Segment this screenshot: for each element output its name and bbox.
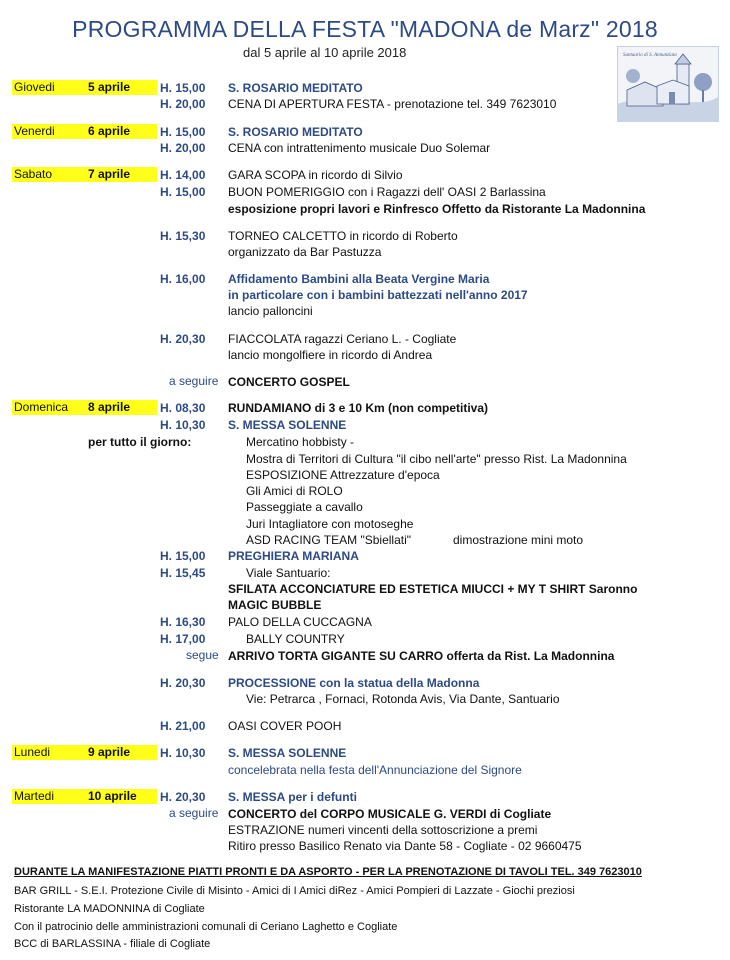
event-hour: H. 20,30 xyxy=(160,676,206,690)
event-text: Vie: Petrarca , Fornaci, Rotonda Avis, Via Dante, Santuario xyxy=(246,692,560,706)
event-hour: segue xyxy=(186,648,219,662)
event-hour: H. 15,45 xyxy=(160,566,206,580)
event-hour: H. 17,00 xyxy=(160,632,206,646)
list-item: Passeggiate a cavallo xyxy=(246,500,363,514)
event-text: S. MESSA SOLENNE xyxy=(228,418,347,432)
event-text: GARA SCOPA in ricordo di Silvio xyxy=(228,168,403,182)
event-text: TORNEO CALCETTO in ricordo di Roberto xyxy=(228,229,458,243)
event-text: S. ROSARIO MEDITATO xyxy=(228,81,363,95)
event-hour: H. 08,30 xyxy=(160,401,206,415)
event-text: MAGIC BUBBLE xyxy=(228,598,322,612)
list-item: ESPOSIZIONE Attrezzature d'epoca xyxy=(246,468,440,482)
event-text: PREGHIERA MARIANA xyxy=(228,549,359,563)
event-text: organizzato da Bar Pastuzza xyxy=(228,245,382,259)
event-hour: a seguire xyxy=(169,806,219,820)
page-title: PROGRAMMA DELLA FESTA "MADONA de Marz" 2018 xyxy=(72,16,658,42)
event-text: RUNDAMIANO di 3 e 10 Km (non competitiva) xyxy=(228,401,489,415)
event-text: concelebrata nella festa dell'Annunciazione del Signore xyxy=(228,763,522,777)
footer-line: Con il patrocinio delle amministrazioni comunali di Ceriano Laghetto e Cogliate xyxy=(14,921,398,933)
date-range: dal 5 aprile al 10 aprile 2018 xyxy=(243,45,407,60)
day-date: 7 aprile xyxy=(88,167,131,181)
event-hour: H. 14,00 xyxy=(160,168,206,182)
event-text: lancio palloncini xyxy=(228,304,313,318)
event-hour: H. 16,00 xyxy=(160,272,206,286)
list-item: Mostra di Territori di Cultura "il cibo nell'arte" presso Rist. La Madonnina xyxy=(246,452,627,466)
event-text: S. MESSA SOLENNE xyxy=(228,746,347,760)
day-date: 6 aprile xyxy=(88,124,131,138)
event-text: CONCERTO GOSPEL xyxy=(228,375,350,389)
event-text: CENA DI APERTURA FESTA - prenotazione tel. 349 7623010 xyxy=(228,97,557,111)
event-text: FIACCOLATA ragazzi Ceriano L. - Cogliate xyxy=(228,332,457,346)
event-hour: H. 21,00 xyxy=(160,719,206,733)
event-text: CONCERTO del CORPO MUSICALE G. VERDI di Cogliate xyxy=(228,807,552,821)
event-hour: H. 20,30 xyxy=(160,790,206,804)
list-item: Mercatino hobbisty - xyxy=(246,435,355,449)
list-item: Gli Amici di ROLO xyxy=(246,484,343,498)
event-hour: a seguire xyxy=(169,374,219,388)
all-day-label: per tutto il giorno: xyxy=(88,435,192,449)
event-text: ARRIVO TORTA GIGANTE SU CARRO offerta da Rist. La Madonnina xyxy=(228,649,615,663)
event-hour: H. 10,30 xyxy=(160,746,206,760)
event-text: Affidamento Bambini alla Beata Vergine Maria xyxy=(228,272,490,286)
event-hour: H. 10,30 xyxy=(160,418,206,432)
logo-text: Santuario di S. Annunziata xyxy=(623,53,677,58)
event-hour: H. 15,00 xyxy=(160,81,206,95)
event-text: BALLY COUNTRY xyxy=(246,632,345,646)
footer-line: Ristorante LA MADONNINA di Cogliate xyxy=(14,903,205,915)
day-name: Giovedi xyxy=(14,80,55,94)
event-hour: H. 15,00 xyxy=(160,549,206,563)
day-name: Sabato xyxy=(14,167,53,181)
footer-headline: DURANTE LA MANIFESTAZIONE PIATTI PRONTI E DA ASPORTO - PER LA PRENOTAZIONE DI TAVOLI TEL. 349 7623010 xyxy=(14,866,642,878)
event-text: S. MESSA per i defunti xyxy=(228,790,357,804)
event-text: esposizione propri lavori e Rinfresco Offetto da Ristorante La Madonnina xyxy=(228,202,646,216)
event-text: CENA con intrattenimento musicale Duo Solemar xyxy=(228,141,491,155)
event-hour: H. 20,00 xyxy=(160,97,206,111)
event-text: lancio mongolfiere in ricordo di Andrea xyxy=(228,348,433,362)
event-text: Ritiro presso Basilico Renato via Dante 58 - Cogliate - 02 9660475 xyxy=(228,839,582,853)
list-item-extra: dimostrazione mini moto xyxy=(453,533,584,547)
event-text: PALO DELLA CUCCAGNA xyxy=(228,615,372,629)
event-hour: H. 15,00 xyxy=(160,125,206,139)
event-text: PROCESSIONE con la statua della Madonna xyxy=(228,676,480,690)
footer-line: BAR GRILL - S.E.I. Protezione Civile di Misinto - Amici di I Amici diRez - Amici Pompieri di Lazzate - Giochi preziosi xyxy=(14,885,575,897)
event-text: ESTRAZIONE numeri vincenti della sottoscrizione a premi xyxy=(228,823,538,837)
day-date: 8 aprile xyxy=(88,400,131,414)
day-name: Lunedi xyxy=(14,745,51,759)
event-hour: H. 20,00 xyxy=(160,141,206,155)
footer-line: BCC di BARLASSINA - filiale di Cogliate xyxy=(14,938,211,950)
event-text: S. ROSARIO MEDITATO xyxy=(228,125,363,139)
sanctuary-logo xyxy=(617,46,719,122)
event-text: in particolare con i bambini battezzati nell'anno 2017 xyxy=(228,288,528,302)
event-text: OASI COVER POOH xyxy=(228,719,342,733)
list-item: ASD RACING TEAM "Sbiellati" xyxy=(246,533,412,547)
day-date: 9 aprile xyxy=(88,745,131,759)
day-date: 5 aprile xyxy=(88,80,131,94)
event-hour: H. 20,30 xyxy=(160,332,206,346)
event-text: SFILATA ACCONCIATURE ED ESTETICA MIUCCI + MY T SHIRT Saronno xyxy=(228,582,638,596)
day-name: Venerdi xyxy=(14,124,55,138)
event-text: BUON POMERIGGIO con i Ragazzi dell' OASI 2 Barlassina xyxy=(228,185,546,199)
day-name: Domenica xyxy=(14,400,69,414)
day-name: Martedi xyxy=(14,789,55,803)
event-text: Viale Santuario: xyxy=(246,566,331,580)
event-hour: H. 15,00 xyxy=(160,185,206,199)
day-date: 10 aprile xyxy=(88,789,137,803)
event-hour: H. 15,30 xyxy=(160,229,206,243)
list-item: Juri Intagliatore con motoseghe xyxy=(246,517,414,531)
event-hour: H. 16,30 xyxy=(160,615,206,629)
